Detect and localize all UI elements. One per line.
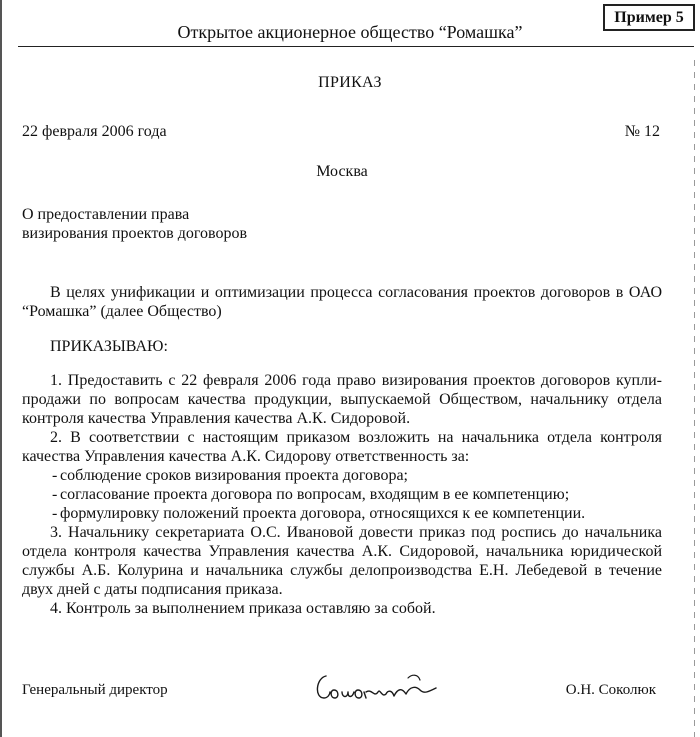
signatory-name: О.Н. Соколюк — [565, 682, 656, 698]
responsibility-list — [22, 466, 662, 523]
list-item: - согласование проекта договора по вопросам, входящим в ее компетенцию; — [52, 486, 570, 503]
subject-line-1: О предоставлении права — [22, 206, 190, 223]
intro-paragraph: В целях унификации и оптимизации процесса согласования проектов договоров в ОАО “Ромашка” (далее Общество) — [22, 284, 662, 320]
signature-image — [312, 668, 444, 706]
item-4: 4. Контроль за выполнением приказа оставляю за собой. — [50, 600, 436, 617]
scan-edge-left — [0, 0, 2, 737]
company-name: Открытое акционерное общество “Ромашка” — [177, 22, 523, 42]
item-3: 3. Начальнику секретариата О.С. Ивановой довести приказ под роспись до начальника отдела контроля качества Управления качества А.К. Сидоровой, начальника юридической службы А.Б. Колурина и начальника службы делопроизводства Е.Н. Лебедевой в течение двух дней с даты подписания приказа. — [22, 524, 662, 598]
scan-edge-right — [694, 60, 695, 737]
item-2: 2. В соответствии с настоящим приказом возложить на начальника отдела контроля качества Управления качества А.К. Сидорову ответственность за: — [22, 429, 662, 465]
header-divider — [18, 46, 694, 47]
document-subject — [22, 205, 247, 243]
order-word: ПРИКАЗЫВАЮ: — [50, 338, 168, 355]
document-date: 22 февраля 2006 года — [22, 123, 167, 140]
document-number: № 12 — [624, 123, 660, 140]
list-item: - формулировку положений проекта договора, относящихся к ее компетенции. — [52, 505, 586, 522]
document-body — [22, 283, 662, 618]
example-badge: Пример 5 — [603, 4, 695, 31]
signatory-title: Генеральный директор — [22, 682, 168, 698]
document-city: Москва — [316, 163, 368, 180]
document-type: ПРИКАЗ — [318, 74, 382, 91]
item-1: 1. Предоставить с 22 февраля 2006 года право визирования проектов договоров купли-продажи по вопросам качества продукции, выпускаемой Обществом, начальнику отдела контроля качества Управления качества А.К. Сидоровой. — [22, 372, 662, 427]
subject-line-2: визирования проектов договоров — [22, 225, 247, 242]
list-item: - соблюдение сроков визирования проекта договора; — [52, 467, 408, 484]
